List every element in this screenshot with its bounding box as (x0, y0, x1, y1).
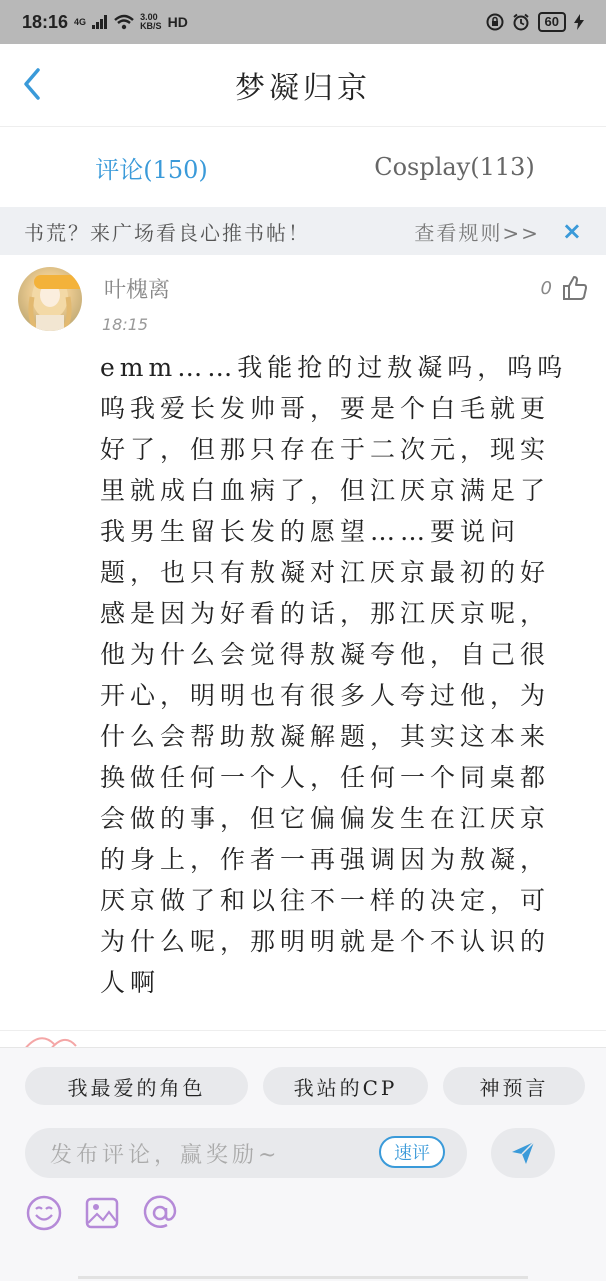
comment-body: emm……我能抢的过敖凝吗，呜呜呜我爱长发帅哥，要是个白毛就更好了，但那只存在于二次元，现实里就成白血病了，但江厌京满足了我男生留长发的愿望……要说问题，也只有敖凝对江厌京最初的好感是因为好看的话，那江厌京呢，他为什么会觉得敖凝夸他，自己很开心，明明也有很多人夸过他，为什么会帮助敖凝解题，其实这本来换做任何一个人，任何一个同桌都会做的事，但它偏偏发生在江厌京的身上，作者一再强调因为敖凝，厌京做了和以往不一样的决定，可为什么呢，那明明就是个不认识的人啊 (100, 353, 568, 997)
network-speed (140, 13, 162, 31)
status-time: 18:16 (22, 11, 69, 32)
speed-unit: KB/S (140, 21, 162, 31)
send-icon (509, 1139, 537, 1167)
network-type: 4G (74, 16, 87, 27)
lock-rotation-icon (486, 13, 504, 31)
comment-username[interactable]: 叶槐离 (104, 278, 171, 303)
input-row (25, 1128, 585, 1178)
comment-input[interactable]: 发布评论，赢奖励~ (25, 1128, 467, 1178)
tab-comments[interactable]: 评论(150) (95, 155, 208, 184)
back-arrow-icon (18, 66, 48, 102)
page-title: 梦凝归京 (235, 71, 371, 106)
status-left (22, 12, 188, 33)
view-rules-link[interactable]: 查看规则>> (414, 220, 540, 245)
comment-time: 18:15 (102, 315, 149, 334)
thumbs-up-icon (562, 275, 588, 301)
speed-value: 3.00 (140, 12, 158, 22)
avatar-badge (34, 275, 82, 289)
charging-icon (574, 14, 584, 30)
quick-review-button[interactable]: 速评 (379, 1136, 445, 1168)
composer-tools (25, 1194, 179, 1232)
tab-bar (0, 127, 606, 207)
status-bar (0, 0, 606, 44)
tab-cosplay[interactable]: Cosplay(113) (374, 153, 535, 181)
tag-my-cp[interactable]: 我站的CP (263, 1067, 428, 1105)
home-indicator (78, 1276, 528, 1279)
image-icon[interactable] (83, 1194, 121, 1232)
at-icon[interactable] (141, 1194, 179, 1232)
like-count: 0 (540, 277, 552, 299)
banner-text[interactable]: 书荒？来广场看良心推书帖！ (24, 220, 310, 245)
tag-prophecy[interactable]: 神预言 (443, 1067, 585, 1105)
status-right (486, 12, 584, 32)
back-button[interactable] (18, 66, 58, 106)
nav-bar (0, 44, 606, 127)
send-button[interactable] (491, 1128, 555, 1178)
banner-close-button[interactable]: × (561, 217, 582, 245)
tag-favorite-character[interactable]: 我最爱的角色 (25, 1067, 248, 1105)
battery-level: 60 (538, 12, 566, 32)
hd-badge: HD (167, 14, 188, 30)
like-button[interactable] (541, 275, 588, 301)
quick-tags (25, 1067, 585, 1105)
signal-icon (92, 15, 108, 29)
comment-composer (0, 1047, 606, 1281)
alarm-icon (512, 13, 530, 31)
emoji-icon[interactable] (25, 1194, 63, 1232)
wifi-icon (114, 14, 134, 30)
promo-banner (0, 207, 606, 255)
comment-item (0, 255, 606, 1031)
avatar[interactable] (18, 267, 82, 331)
